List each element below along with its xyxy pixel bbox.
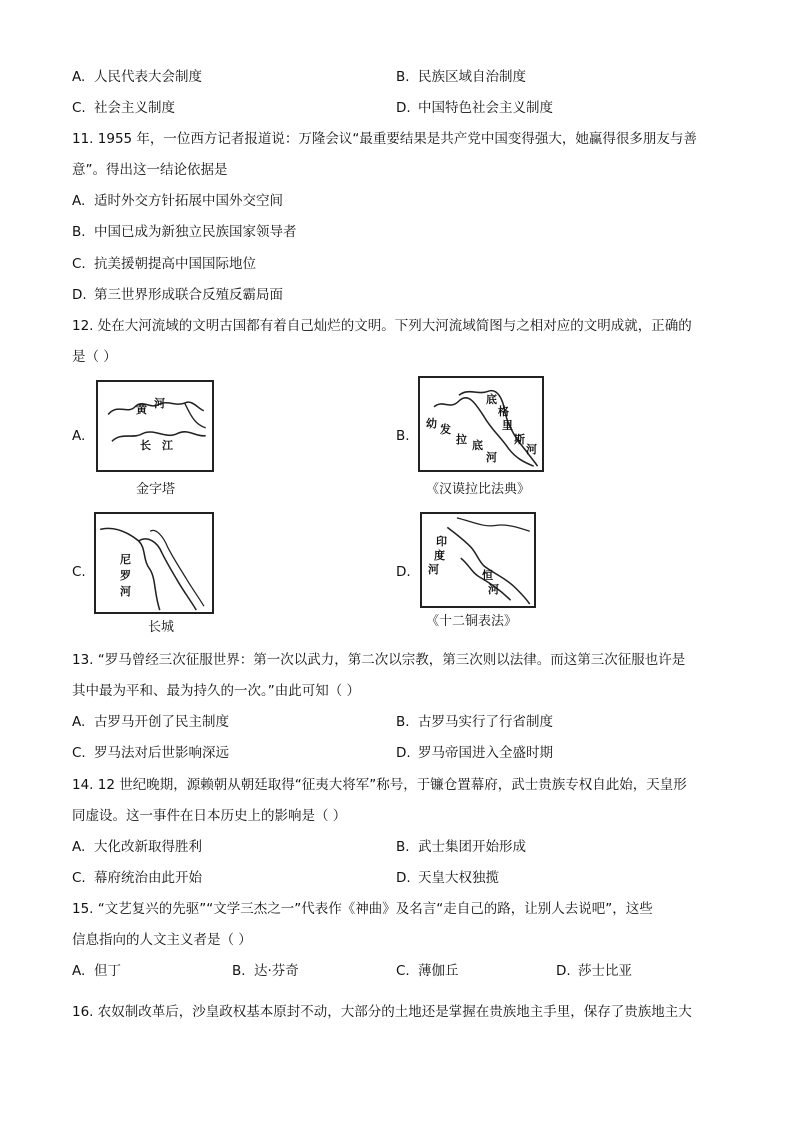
q12-option-d-key: D. [396, 564, 411, 580]
map-mesopotamia: 幼 发 拉 底 河 底 格 里 斯 河 [418, 376, 544, 472]
q13-option-b: B. 古罗马实行了行省制度 [396, 714, 553, 730]
q10-option-a: A. 人民代表大会制度 [72, 69, 202, 85]
q12-stem-line2: 是（ ） [72, 349, 117, 365]
q16-stem-line1: 16. 农奴制改革后，沙皇政权基本原封不动，大部分的土地还是掌握在贵族地主手里，保存了贵族地主大 [72, 1004, 692, 1020]
q10-option-c: C. 社会主义制度 [72, 100, 175, 116]
q14-stem-line2: 同虚设。这一事件在日本历史上的影响是（ ） [72, 808, 347, 824]
q12-option-a-key: A. [72, 428, 86, 444]
river-lines-c [96, 514, 212, 612]
q11-option-c: C. 抗美援朝提高中国国际地位 [72, 256, 256, 272]
q14-option-a: A. 大化改新取得胜利 [72, 839, 202, 855]
q12-d-caption: 《十二铜表法》 [426, 614, 518, 629]
q14-stem-line1: 14. 12 世纪晚期，源赖朝从朝廷取得“征夷大将军”称号，于镰仓置幕府，武士贵族专权自此始，天皇形 [72, 777, 687, 793]
q15-option-a: A. 但丁 [72, 963, 121, 979]
q11-option-a: A. 适时外交方针拓展中国外交空间 [72, 193, 283, 209]
q11-stem-line1: 11. 1955 年，一位西方记者报道说：万隆会议“最重要结果是共产党中国变得强大，她赢得很多朋友与善 [72, 131, 697, 147]
q14-option-d: D. 天皇大权独揽 [396, 870, 499, 886]
q10-option-d: D. 中国特色社会主义制度 [396, 100, 553, 116]
q15-option-d: D. 莎士比亚 [556, 963, 632, 979]
q13-option-c: C. 罗马法对后世影响深远 [72, 745, 229, 761]
map-yellow-yangtze: 黄 河 长 江 [96, 380, 214, 472]
q15-stem-line1: 15. “文艺复兴的先驱”“文学三杰之一”代表作《神曲》及名言“走自己的路，让别人去说吧”，这些 [72, 901, 653, 917]
river-lines-b [420, 378, 542, 470]
map-indus-ganges: 印 度 河 恒 河 [420, 512, 536, 608]
map-nile: 尼 罗 河 [94, 512, 214, 614]
q15-option-c: C. 薄伽丘 [396, 963, 459, 979]
q11-option-d: D. 第三世界形成联合反殖反霸局面 [72, 287, 283, 303]
river-lines-a [98, 382, 212, 470]
q14-option-c: C. 幕府统治由此开始 [72, 870, 202, 886]
q13-stem-line1: 13. “罗马曾经三次征服世界：第一次以武力，第二次以宗教，第三次则以法律。而这第三次征服也许是 [72, 652, 686, 668]
q12-option-b-key: B. [396, 428, 410, 444]
q12-c-caption: 长城 [148, 620, 175, 635]
q13-option-d: D. 罗马帝国进入全盛时期 [396, 745, 553, 761]
q15-option-b: B. 达·芬奇 [232, 963, 299, 979]
q14-option-b: B. 武士集团开始形成 [396, 839, 526, 855]
q12-option-c-key: C. [72, 564, 86, 580]
q11-option-b: B. 中国已成为新独立民族国家领导者 [72, 224, 297, 240]
q12-stem-line1: 12. 处在大河流域的文明古国都有着自己灿烂的文明。下列大河流域简图与之相对应的文明成就，正确的 [72, 318, 692, 334]
q12-a-caption: 金字塔 [136, 482, 176, 497]
q15-stem-line2: 信息指向的人文主义者是（ ） [72, 932, 252, 948]
q13-option-a: A. 古罗马开创了民主制度 [72, 714, 229, 730]
q12-b-caption: 《汉谟拉比法典》 [426, 482, 531, 497]
q10-option-b: B. 民族区域自治制度 [396, 69, 526, 85]
q11-stem-line2: 意”。得出这一结论依据是 [72, 162, 228, 178]
q13-stem-line2: 其中最为平和、最为持久的一次。”由此可知（ ） [72, 683, 361, 699]
